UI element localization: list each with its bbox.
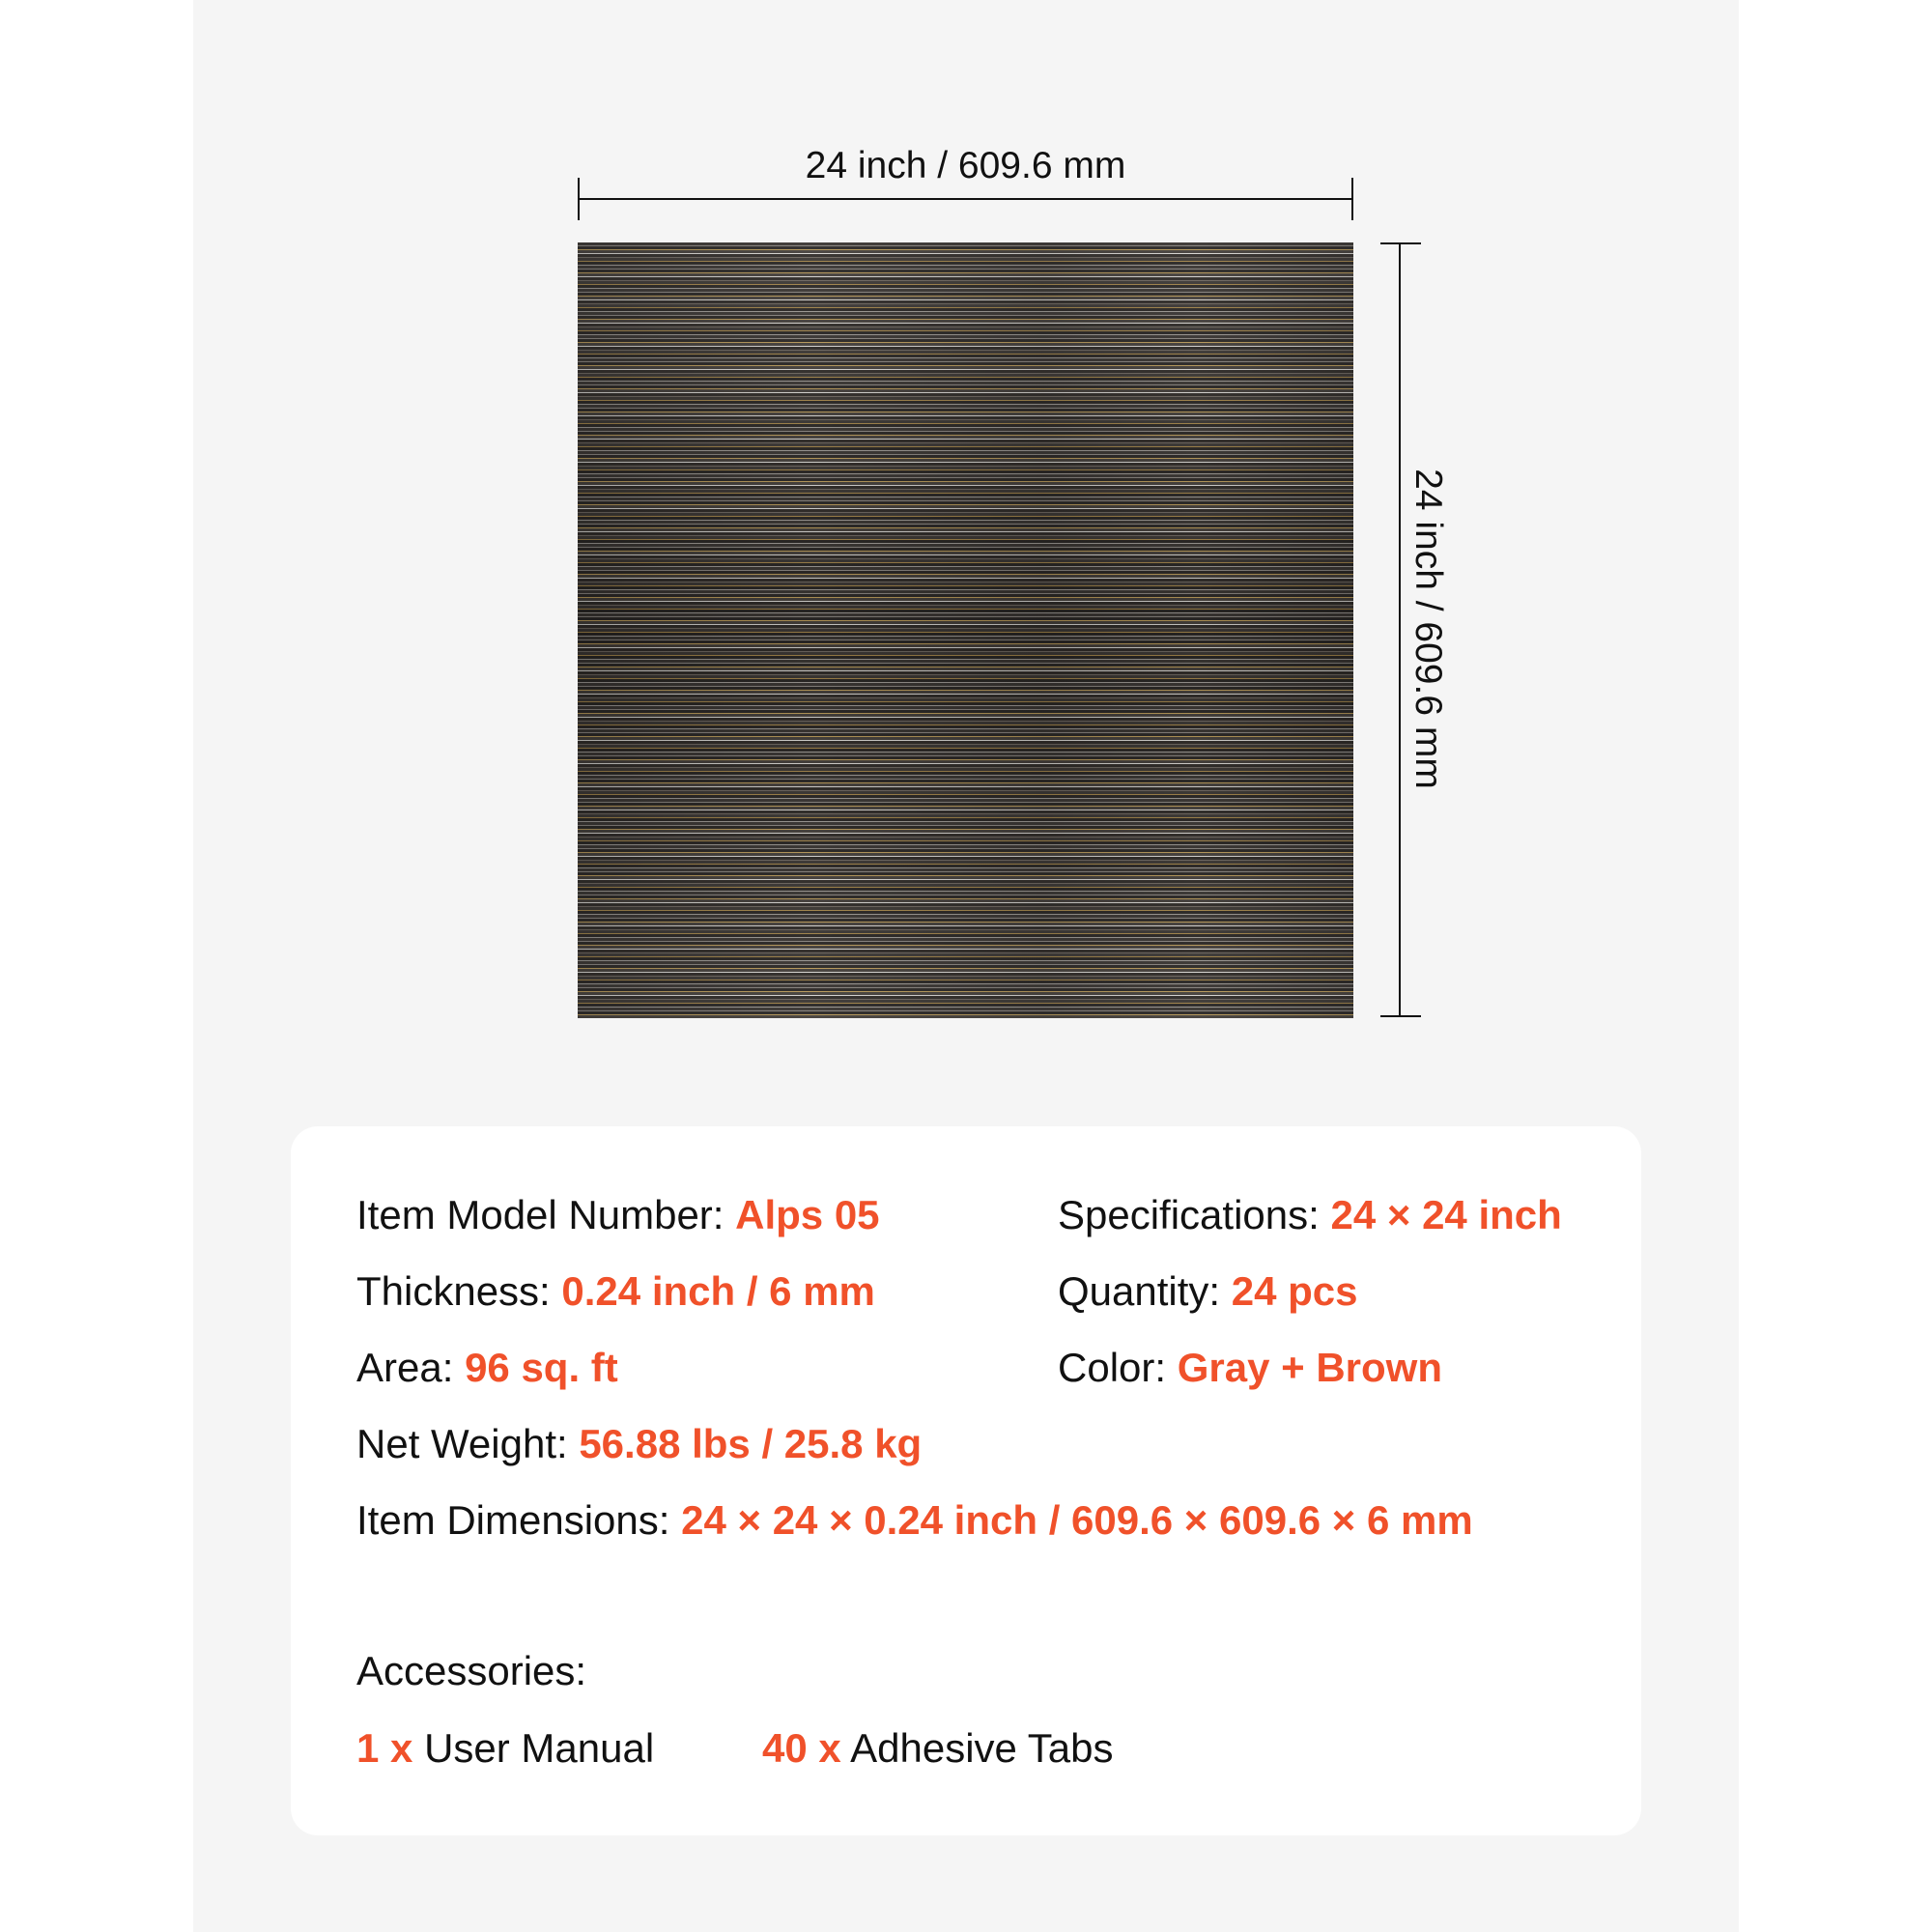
accessory-item: [762, 1725, 1114, 1772]
width-dimension-tick-left: [578, 178, 580, 220]
spec-specifications-label: Specifications:: [1058, 1192, 1320, 1237]
carpet-tile-shading: [578, 242, 1353, 1018]
spec-quantity-label: Quantity:: [1058, 1268, 1221, 1314]
spec-net-weight-value: 56.88 lbs / 25.8 kg: [579, 1421, 923, 1466]
spec-item-dimensions-value: 24 × 24 × 0.24 inch / 609.6 × 609.6 × 6 mm: [681, 1497, 1473, 1543]
spec-specifications: [1058, 1192, 1562, 1238]
spec-model-label: Item Model Number:: [356, 1192, 724, 1237]
spec-model: [356, 1192, 880, 1238]
width-dimension-label: 24 inch / 609.6 mm: [805, 145, 1126, 186]
accessory-item: [356, 1725, 654, 1772]
spec-specifications-value: 24 × 24 inch: [1330, 1192, 1562, 1237]
spec-quantity-value: 24 pcs: [1231, 1268, 1358, 1314]
height-dimension-label: 24 inch / 609.6 mm: [1407, 469, 1449, 789]
width-dimension-line: [578, 198, 1353, 200]
accessory-qty: 1 x: [356, 1725, 413, 1771]
accessory-qty: 40 x: [762, 1725, 841, 1771]
spec-item-dimensions-label: Item Dimensions:: [356, 1497, 670, 1543]
width-dimension-tick-right: [1351, 178, 1353, 220]
spec-thickness: [356, 1268, 875, 1315]
spec-thickness-label: Thickness:: [356, 1268, 551, 1314]
spec-net-weight: [356, 1421, 922, 1467]
spec-item-dimensions: [356, 1497, 1473, 1544]
spec-thickness-value: 0.24 inch / 6 mm: [561, 1268, 875, 1314]
spec-quantity: [1058, 1268, 1358, 1315]
spec-model-value: Alps 05: [735, 1192, 880, 1237]
spec-color-value: Gray + Brown: [1177, 1345, 1442, 1390]
height-dimension-line: [1399, 242, 1401, 1017]
spec-area-label: Area:: [356, 1345, 454, 1390]
height-dimension-tick-bottom: [1380, 1015, 1421, 1017]
carpet-tile-image: [578, 242, 1353, 1018]
spec-area-value: 96 sq. ft: [465, 1345, 618, 1390]
spec-net-weight-label: Net Weight:: [356, 1421, 568, 1466]
accessories-title: Accessories:: [356, 1648, 587, 1693]
accessory-name: User Manual: [424, 1725, 655, 1771]
height-dimension-tick-top: [1380, 242, 1421, 244]
spec-area: [356, 1345, 618, 1391]
spec-color: [1058, 1345, 1442, 1391]
spec-color-label: Color:: [1058, 1345, 1167, 1390]
accessory-name: Adhesive Tabs: [850, 1725, 1114, 1771]
